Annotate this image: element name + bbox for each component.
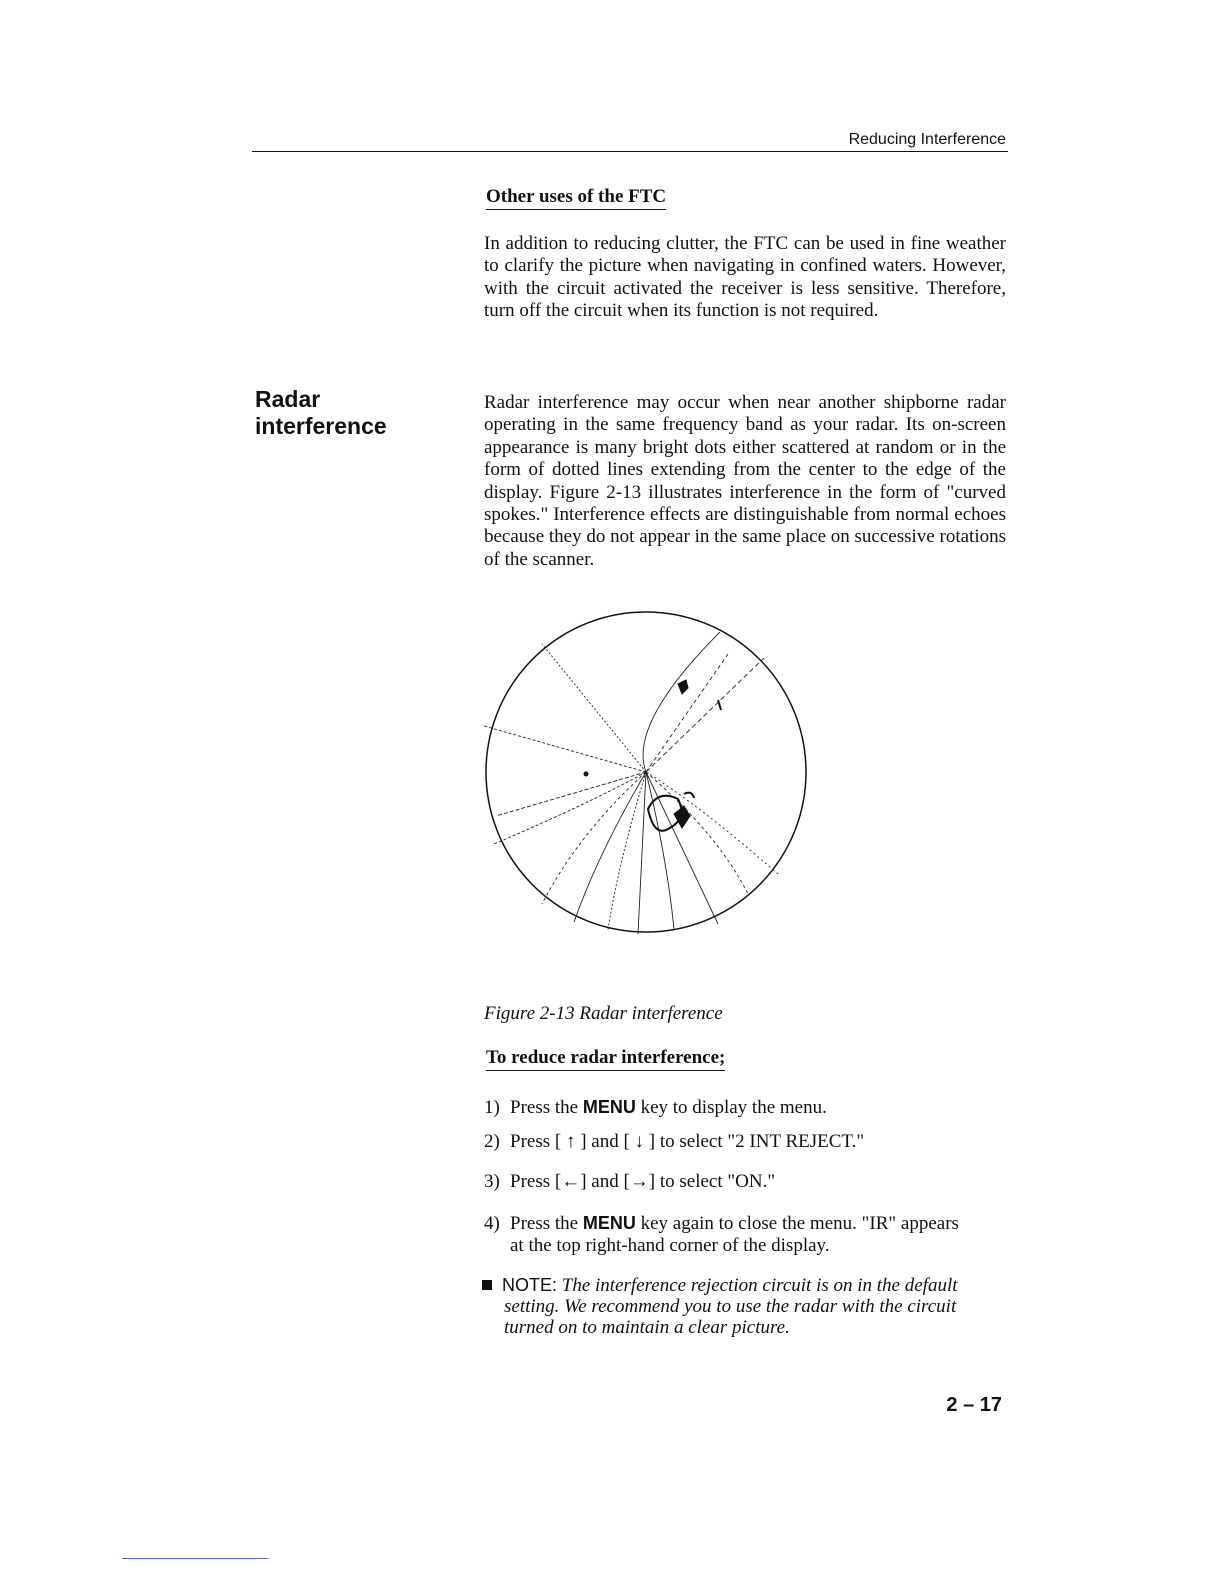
step-4 (484, 1212, 959, 1257)
ftc-paragraph: In addition to reducing clutter, the FTC can be used in fine weather to clarify the picture when navigating in confined waters. However, with the circuit activated the receiver is less sensitive. Therefore, turn off the circuit when its function is not required. (484, 233, 1006, 322)
echo-target-2 (718, 700, 721, 710)
note-label: NOTE: (502, 1275, 558, 1295)
echo-hook (684, 793, 694, 798)
step-3-text: Press [←] and [→] to select "ON." (510, 1171, 776, 1192)
spoke-left (484, 726, 646, 772)
interference-spokes (484, 632, 778, 934)
step-3-number: 3) (484, 1171, 500, 1192)
step-4-number: 4) (484, 1213, 500, 1234)
spoke-upper-right (646, 654, 728, 772)
side-heading-line-1: Radar (255, 386, 321, 412)
step-2-text: Press [ ↑ ] and [ ↓ ] to select "2 INT REJECT." (510, 1131, 865, 1152)
echo-targets (584, 680, 721, 831)
step-4-text-post: key again to close the menu. "IR" appears (635, 1213, 959, 1234)
echo-dot (584, 772, 588, 776)
note-line-3: turned on to maintain a clear picture. (504, 1317, 790, 1338)
step-1-text-pre: Press the (510, 1097, 583, 1118)
header-rule (252, 151, 1008, 152)
curved-spoke-f (646, 772, 778, 874)
radar-interference-paragraph: Radar interference may occur when near another shipborne radar operating in the same frequency band as your radar. Its on-screen appearance is many bright dots either scattered at random or in the form of dotted lines extending from the center to the edge of the display. Figure 2-13 illustrates interference in the form of "curved spokes." Interference effects are distinguishable from normal echoes because they do not appear in the same place on successive rotations of the scanner. (484, 392, 1006, 570)
echo-cluster-fill (674, 806, 690, 828)
step-1-text-post: key to display the menu. (635, 1097, 827, 1118)
echo-target-1 (678, 680, 688, 694)
step-1 (484, 1096, 827, 1119)
footer-rule (122, 1558, 268, 1559)
menu-key-label: MENU (582, 1097, 636, 1117)
curved-spoke-b (574, 772, 646, 922)
spoke-lower-right (646, 772, 718, 924)
curved-spoke-lower-left (494, 772, 646, 844)
side-heading-line-2: interference (255, 413, 387, 439)
step-1-number: 1) (484, 1097, 500, 1118)
curved-spoke-a (542, 772, 646, 904)
menu-key-label: MENU (582, 1213, 636, 1233)
step-2-number: 2) (484, 1131, 500, 1152)
step-3 (484, 1171, 775, 1193)
curved-spoke-e (646, 772, 748, 894)
note-block (482, 1275, 1006, 1338)
step-4-text-pre: Press the (510, 1213, 583, 1234)
step-2 (484, 1131, 864, 1153)
radar-interference-side-heading (255, 386, 455, 440)
procedure-subheading-text: To reduce radar interference; (486, 1047, 725, 1071)
curved-spoke-top (643, 632, 720, 772)
page-number: 2 – 17 (946, 1394, 1002, 1416)
ftc-subheading (486, 186, 666, 208)
running-head: Reducing Interference (848, 131, 1006, 148)
ftc-subheading-text: Other uses of the FTC (486, 186, 666, 210)
procedure-subheading (486, 1047, 725, 1069)
note-bullet-icon (482, 1280, 492, 1290)
step-4-continuation: at the top right-hand corner of the display. (510, 1235, 830, 1256)
spoke-right (646, 658, 764, 772)
spoke-upper-left (542, 644, 646, 772)
curved-spoke-c (608, 772, 646, 930)
note-line-2: setting. We recommend you to use the radar with the circuit (504, 1296, 957, 1317)
radar-interference-figure (478, 604, 814, 940)
figure-caption: Figure 2-13 Radar interference (484, 1003, 723, 1024)
note-line-1: The interference rejection circuit is on in the default (561, 1275, 958, 1296)
